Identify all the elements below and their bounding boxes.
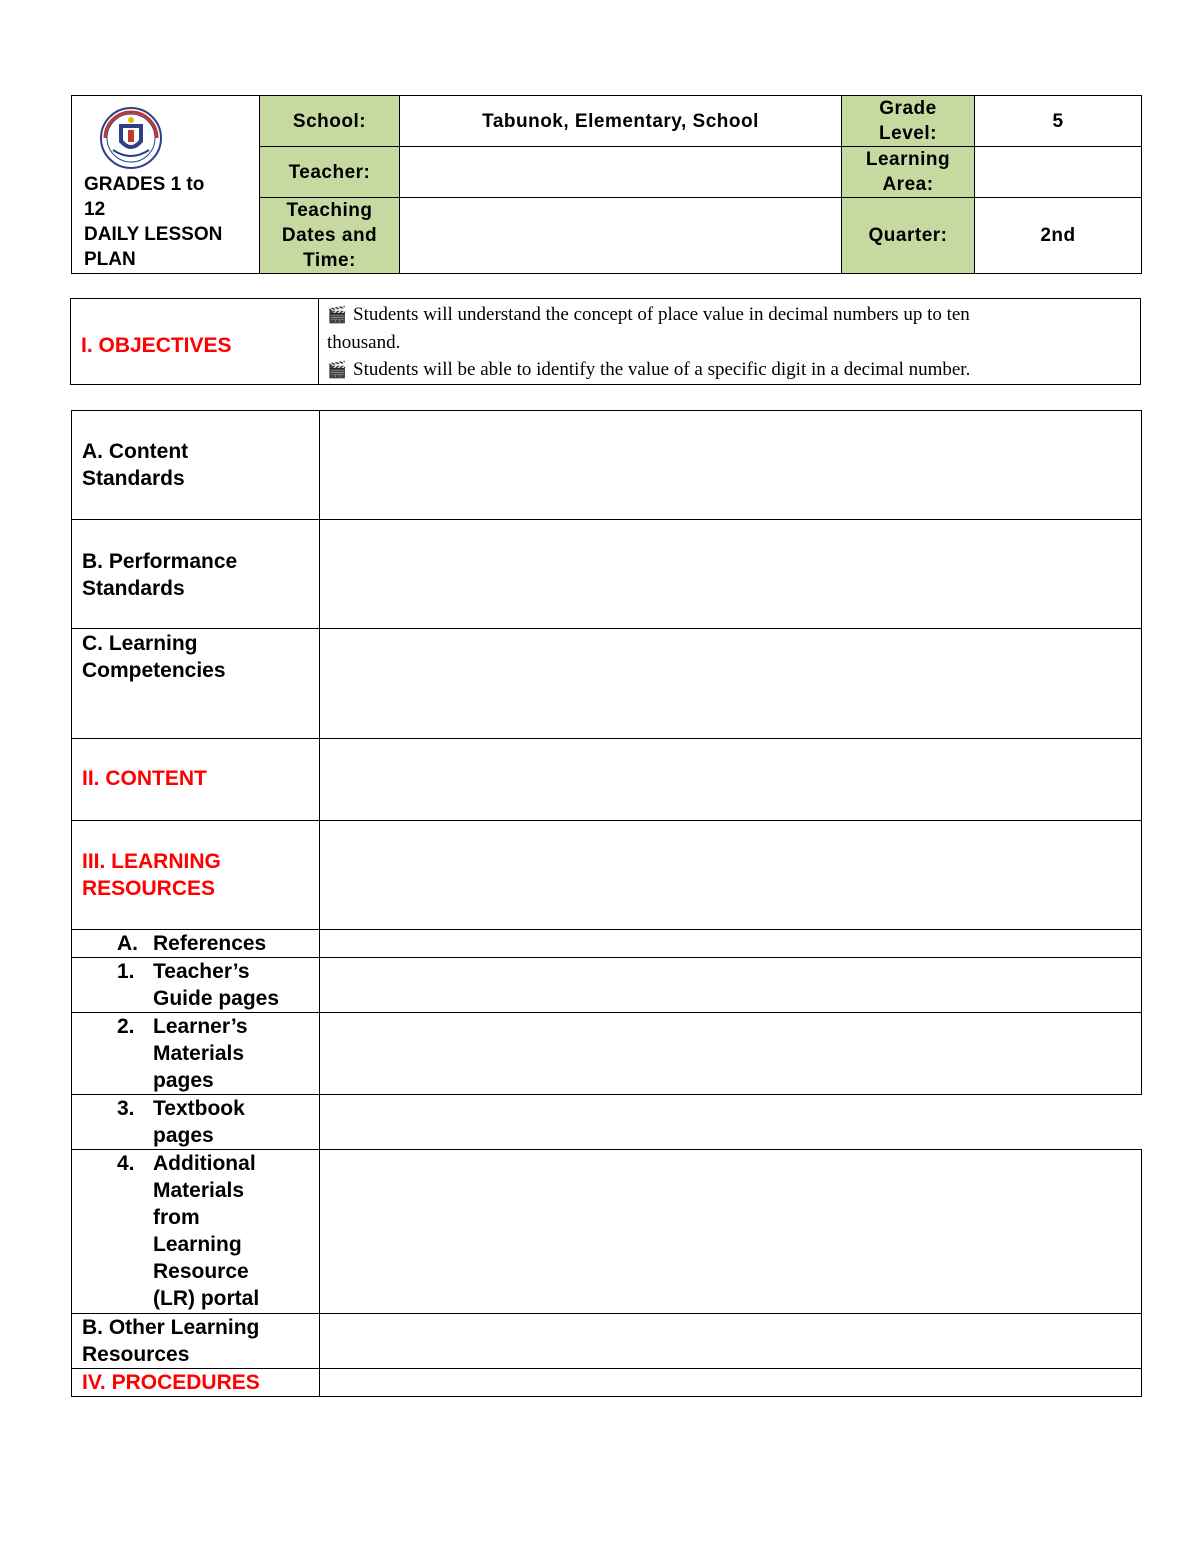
teachers-guide-line1: Teacher’s [153, 960, 250, 983]
teaching-dates-label-line1: Teaching [286, 200, 373, 221]
content-standards-line2: Standards [82, 467, 185, 490]
objective-item [327, 356, 1134, 384]
grade-level-label-line1: Grade [879, 98, 937, 119]
teachers-guide-num: 1. [117, 960, 135, 983]
header-table [71, 95, 1142, 274]
content-field[interactable] [320, 739, 1142, 821]
objective-text: Students will be able to identify the value of a specific digit in a decimal number. [353, 359, 971, 380]
deped-seal-icon [99, 106, 163, 170]
additional-materials-field[interactable] [320, 1150, 1142, 1314]
teachers-guide-line2: Guide pages [153, 987, 280, 1010]
learners-materials-label [72, 1013, 320, 1095]
learners-materials-field[interactable] [320, 1013, 1142, 1095]
references-text: References [153, 932, 267, 955]
quarter-value[interactable]: 2nd [975, 198, 1142, 274]
references-num: A. [117, 932, 138, 955]
plan-title-line2: 12 [84, 199, 106, 220]
title-cell [72, 96, 260, 274]
learning-area-label [842, 147, 975, 198]
plan-title-line4: PLAN [84, 249, 136, 270]
textbook-line1: Textbook [153, 1097, 245, 1120]
teachers-guide-text [153, 958, 313, 1012]
content-standards-label [72, 411, 320, 520]
performance-standards-line1: B. Performance [82, 550, 238, 573]
content-standards-line1: A. Content [82, 440, 189, 463]
clapperboard-icon: 🎬 [327, 307, 347, 324]
grade-level-label-line2: Level: [879, 123, 937, 144]
learning-resources-label [72, 821, 320, 930]
objectives-list[interactable] [319, 299, 1141, 385]
learning-competencies-field[interactable] [320, 629, 1142, 739]
learning-resources-line1: III. LEARNING [82, 850, 221, 873]
learners-materials-line3: pages [153, 1069, 214, 1092]
textbook-line2: pages [153, 1124, 214, 1147]
additional-materials-line4: Learning [153, 1233, 242, 1256]
procedures-label: IV. PROCEDURES [72, 1369, 320, 1397]
teacher-value[interactable] [400, 147, 842, 198]
learners-materials-line1: Learner’s [153, 1015, 248, 1038]
other-resources-line2: Resources [82, 1343, 190, 1366]
learning-competencies-line2: Competencies [82, 659, 226, 682]
learning-resources-field[interactable] [320, 821, 1142, 930]
learners-materials-text [153, 1013, 313, 1094]
additional-materials-line1: Additional [153, 1152, 256, 1175]
procedures-field[interactable] [320, 1369, 1142, 1397]
teaching-dates-value[interactable] [400, 198, 842, 274]
learners-materials-line2: Materials [153, 1042, 245, 1065]
textbook-num: 3. [117, 1097, 135, 1120]
additional-materials-line3: from [153, 1206, 200, 1229]
grade-level-value[interactable]: 5 [975, 96, 1142, 147]
objectives-table [70, 298, 1141, 385]
teachers-guide-label [72, 958, 320, 1013]
teachers-guide-field[interactable] [320, 958, 1142, 1013]
textbook-text [153, 1095, 313, 1149]
school-value[interactable]: Tabunok, Elementary, School [400, 96, 842, 147]
teaching-dates-label-line2: Dates and [281, 225, 378, 246]
content-standards-field[interactable] [320, 411, 1142, 520]
objective-item-continued: thousand. [327, 332, 401, 353]
learning-area-value[interactable] [975, 147, 1142, 198]
additional-materials-text [153, 1150, 313, 1312]
plan-title-line3: DAILY LESSON [84, 224, 223, 245]
learners-materials-num: 2. [117, 1015, 135, 1038]
teaching-dates-label-line3: Time: [303, 250, 356, 271]
lesson-table [71, 410, 1142, 1397]
other-resources-line1: B. Other Learning [82, 1316, 260, 1339]
references-label [72, 930, 320, 958]
clapperboard-icon: 🎬 [327, 362, 347, 379]
additional-materials-label [72, 1150, 320, 1314]
additional-materials-line5: Resource [153, 1260, 249, 1283]
objective-item [327, 301, 1134, 329]
plan-title-line1: GRADES 1 to [84, 174, 205, 195]
objectives-label: I. OBJECTIVES [71, 299, 319, 385]
performance-standards-line2: Standards [82, 577, 185, 600]
quarter-label: Quarter: [842, 198, 975, 274]
learning-resources-line2: RESOURCES [82, 877, 216, 900]
grade-level-label [842, 96, 975, 147]
teaching-dates-label [260, 198, 400, 274]
other-resources-label [72, 1314, 320, 1369]
learning-area-label-line2: Area: [882, 174, 934, 195]
performance-standards-field[interactable] [320, 520, 1142, 629]
additional-materials-num: 4. [117, 1152, 135, 1175]
additional-materials-line2: Materials [153, 1179, 245, 1202]
textbook-field[interactable] [320, 1095, 1142, 1150]
school-label: School: [260, 96, 400, 147]
learning-area-label-line1: Learning [865, 149, 951, 170]
objective-text: Students will understand the concept of place value in decimal numbers up to ten [353, 304, 970, 325]
references-field[interactable] [320, 930, 1142, 958]
content-label: II. CONTENT [72, 739, 320, 821]
teacher-label: Teacher: [260, 147, 400, 198]
learning-competencies-label [72, 629, 320, 739]
textbook-label [72, 1095, 320, 1150]
learning-competencies-line1: C. Learning [82, 632, 198, 655]
additional-materials-line6: (LR) portal [153, 1287, 260, 1310]
performance-standards-label [72, 520, 320, 629]
other-resources-field[interactable] [320, 1314, 1142, 1369]
